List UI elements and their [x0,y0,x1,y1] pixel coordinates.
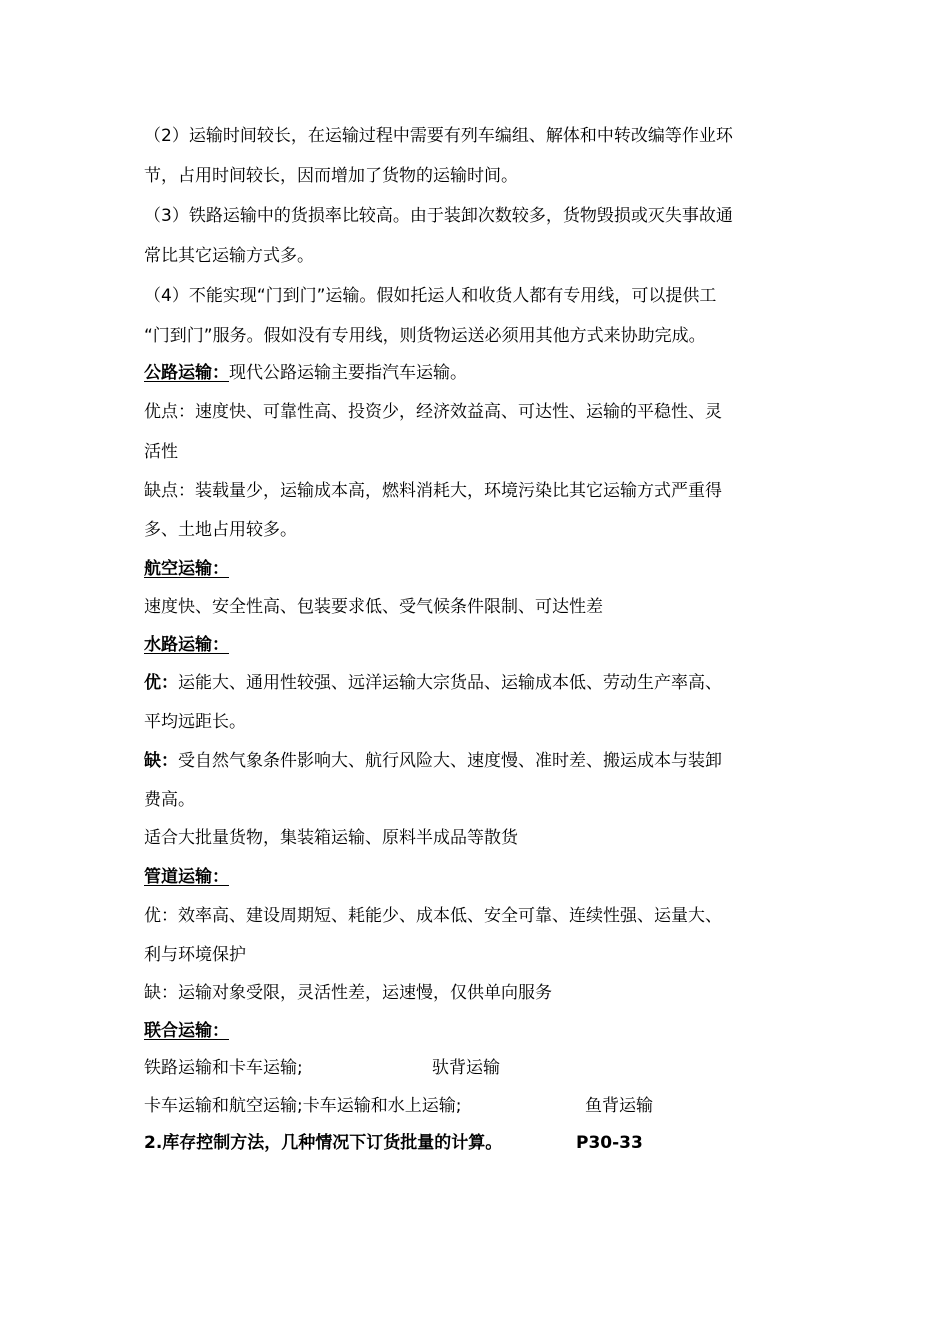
label-disadvantage: 缺： [144,751,178,771]
paragraph-line [144,671,722,695]
paragraph-line-term: 驮背运输 [432,1058,500,1078]
paragraph-line: 平均远距长。 [144,712,246,732]
paragraph-line: 利与环境保护 [144,945,246,965]
paragraph-line: 优：效率高、建设周期短、耗能少、成本低、安全可靠、连续性强、运量大、 [144,906,722,926]
paragraph-line: 速度快、安全性高、包装要求低、受气候条件限制、可达性差 [144,597,603,617]
section-heading-air: 航空运输： [144,559,229,579]
paragraph-line: 优点：速度快、可靠性高、投资少，经济效益高、可达性、运输的平稳性、灵 [144,402,722,422]
section-road [144,361,467,385]
paragraph-line-term: 鱼背运输 [585,1096,653,1116]
question-heading: 2.库存控制方法，几种情况下订货批量的计算。 [144,1133,503,1153]
paragraph-line: “门到门”服务。假如没有专用线，则货物运送必须用其他方式来协助完成。 [144,326,706,346]
line-text: 受自然气象条件影响大、航行风险大、速度慢、准时差、搬运成本与装卸 [178,751,722,771]
section-heading-water: 水路运输： [144,635,229,655]
paragraph-line: 常比其它运输方式多。 [144,246,314,266]
page-reference: P30-33 [576,1133,643,1153]
paragraph-line: 卡车运输和航空运输;卡车运输和水上运输; [144,1096,462,1116]
paragraph-line: 铁路运输和卡车运输; [144,1058,303,1078]
paragraph-line: 费高。 [144,790,195,810]
section-text: 现代公路运输主要指汽车运输。 [229,363,467,383]
paragraph-line: 适合大批量货物，集装箱运输、原料半成品等散货 [144,828,518,848]
paragraph-line: （3）铁路运输中的货损率比较高。由于装卸次数较多，货物毁损或灭失事故通 [144,206,733,226]
paragraph-line: 多、土地占用较多。 [144,520,297,540]
paragraph-line: （4）不能实现“门到门”运输。假如托运人和收货人都有专用线，可以提供工 [144,286,717,306]
paragraph-line: 缺：运输对象受限，灵活性差，运速慢，仅供单向服务 [144,983,552,1003]
label-advantage: 优： [144,673,178,693]
paragraph-line: （2）运输时间较长，在运输过程中需要有列车编组、解体和中转改编等作业环 [144,126,733,146]
section-heading: 公路运输： [144,363,229,383]
section-heading-intermodal: 联合运输： [144,1021,229,1041]
paragraph-line: 节，占用时间较长，因而增加了货物的运输时间。 [144,166,518,186]
paragraph-line: 活性 [144,442,178,462]
section-heading-pipeline: 管道运输： [144,867,229,887]
paragraph-line [144,749,722,773]
line-text: 运能大、通用性较强、远洋运输大宗货品、运输成本低、劳动生产率高、 [178,673,722,693]
paragraph-line: 缺点：装载量少，运输成本高，燃料消耗大，环境污染比其它运输方式严重得 [144,481,722,501]
